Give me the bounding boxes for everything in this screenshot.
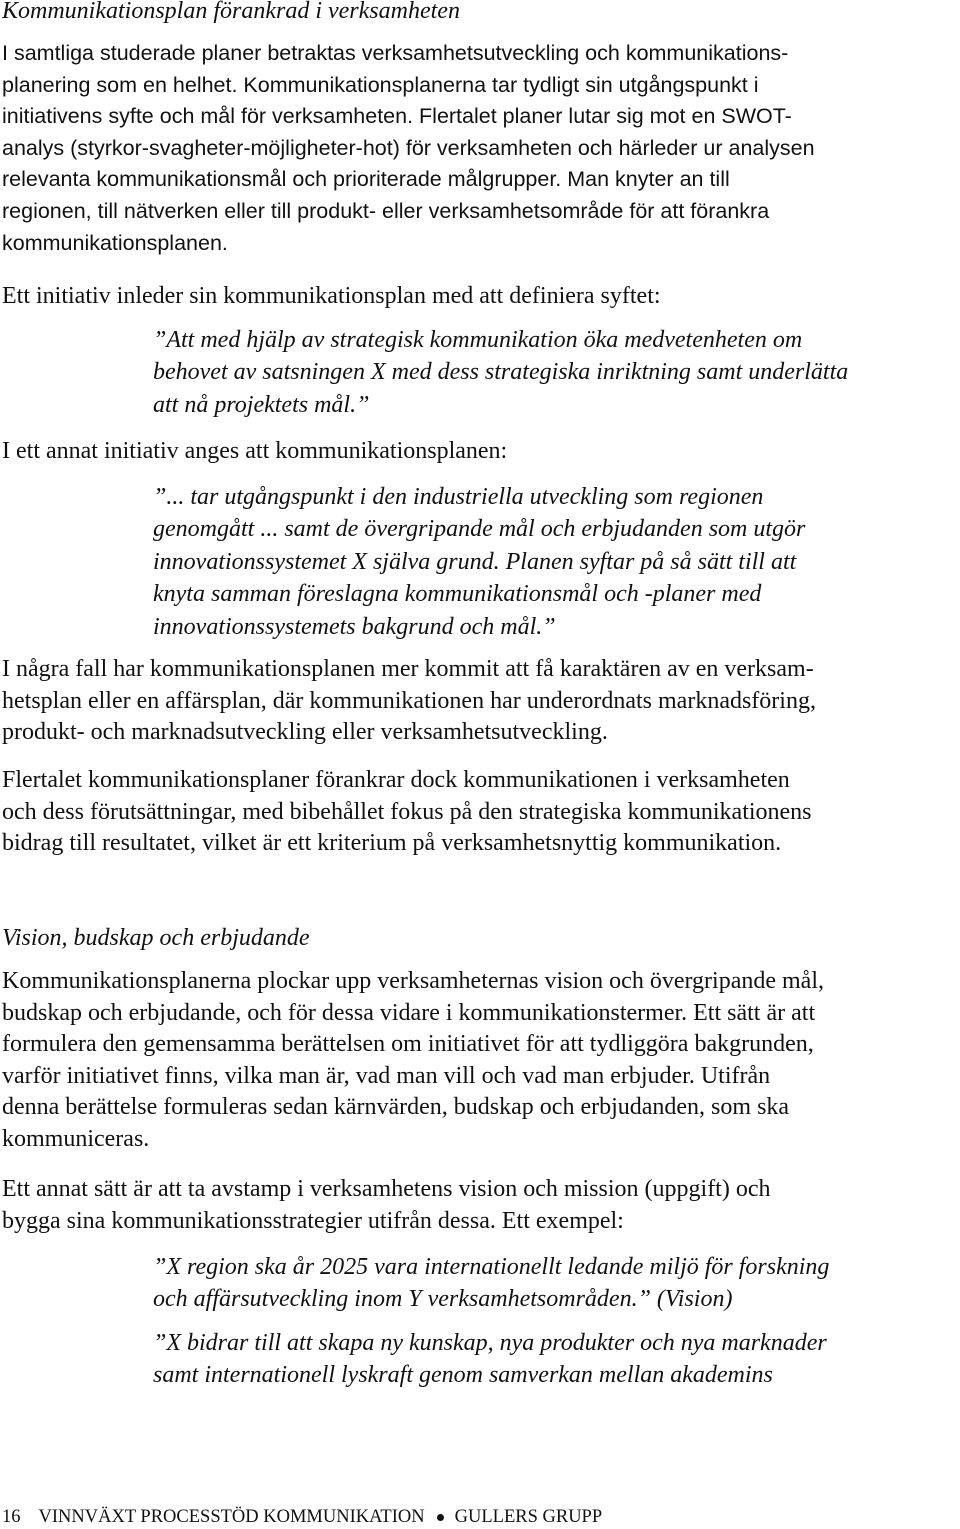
quote-line: knyta samman föreslagna kommunikationsmål och -planer med: [153, 581, 762, 608]
quote-line: ”X bidrar till att skapa ny kunskap, nya produkter och nya marknader: [153, 1330, 827, 1356]
paragraph-vision-intro: [2, 966, 952, 1156]
section-heading-vision: Vision, budskap och erbjudande: [2, 925, 310, 951]
quote-line: och affärsutveckling inom Y verksamhetsområden.” (Vision): [153, 1286, 733, 1313]
page-footer: [2, 1506, 602, 1528]
text-line: kommuniceras.: [2, 1125, 150, 1152]
text-line: varför initiativet finns, vilka man är, vad man vill och vad man erbjuder. Utifrån: [2, 1062, 771, 1089]
text-line: relevanta kommunikationsmål och prioriterade målgrupper. Man knyter an till: [2, 167, 730, 192]
text-line: I samtliga studerade planer betraktas verksamhetsutveckling och kommunikations-: [2, 41, 789, 65]
text-line: regionen, till nätverken eller till produkt- eller verksamhetsområde för att förankra: [2, 198, 770, 223]
paragraph-intro: [2, 38, 952, 259]
text-line: budskap och erbjudande, och för dessa vidare i kommunikationstermer. Ett sätt är att: [2, 999, 816, 1026]
quote-line: ”... tar utgångspunkt i den industriella utveckling som regionen: [153, 484, 764, 510]
paragraph-verksamhetsplan: [2, 654, 952, 749]
text-line: kommunikationsplanen.: [2, 230, 228, 255]
text-line: bygga sina kommunikationsstrategier utifrån dessa. Ett exempel:: [2, 1207, 624, 1234]
text-line: analys (styrkor-svagheter-möjligheter-hot) för verksamheten och härleder ur analysen: [2, 135, 815, 160]
text-line: denna berättelse formuleras sedan kärnvärden, budskap och erbjudanden, som ska: [2, 1094, 790, 1121]
quote-vision: [153, 1251, 953, 1316]
paragraph-syfte: Ett initiativ inleder sin kommunikationsplan med att definiera syftet:: [2, 283, 661, 309]
quote-utgangspunkt: [153, 481, 953, 643]
quote-mission: [153, 1327, 953, 1392]
text-line: initiativens syfte och mål för verksamheten. Flertalet planer lutar sig mot en SWOT-: [2, 104, 792, 129]
quote-line: behovet av satsningen X med dess strategiska inriktning samt underlätta: [153, 359, 849, 386]
text-line: hetsplan eller en affärsplan, där kommunikationen har underordnats marknadsföring,: [2, 687, 816, 714]
text-line: bidrag till resultatet, vilket är ett kriterium på verksamhetsnyttig kommunikation.: [2, 830, 782, 857]
text-line: Ett annat sätt är att ta avstamp i verksamhetens vision och mission (uppgift) och: [2, 1176, 771, 1202]
quote-syfte: [153, 324, 953, 421]
text-line: planering som en helhet. Kommunikationsplanerna tar tydligt sin utgångspunkt i: [2, 72, 759, 97]
text-line: I några fall har kommunikationsplanen mer kommit att få karaktären av en verksam-: [2, 656, 814, 682]
page-number: 16: [2, 1507, 21, 1527]
section-heading-kommunikationsplan: Kommunikationsplan förankrad i verksamheten: [2, 0, 460, 24]
paragraph-annat-initiativ: I ett annat initiativ anges att kommunikationsplanen:: [2, 438, 508, 464]
text-line: produkt- och marknadsutveckling eller verksamhetsutveckling.: [2, 719, 608, 746]
text-line: Kommunikationsplanerna plockar upp verksamheternas vision och övergripande mål,: [2, 968, 824, 994]
footer-title: VINNVÄXT PROCESSTÖD KOMMUNIKATION: [38, 1507, 425, 1527]
text-line: formulera den gemensamma berättelsen om initiativet för att tydliggöra bakgrunden,: [2, 1031, 814, 1058]
paragraph-forankrar: [2, 765, 952, 860]
bullet-icon: [437, 1514, 444, 1521]
quote-line: att nå projektets mål.”: [153, 391, 370, 418]
quote-line: samt internationell lyskraft genom samverkan mellan akademins: [153, 1362, 773, 1389]
quote-line: genomgått ... samt de övergripande mål och erbjudanden som utgör: [153, 516, 806, 543]
quote-line: ”X region ska år 2025 vara internationellt ledande miljö för forskning: [153, 1254, 830, 1280]
text-line: och dess förutsättningar, med bibehållet fokus på den strategiska kommunikationens: [2, 798, 812, 825]
quote-line: innovationssystemet X själva grund. Planen syftar på så sätt till att: [153, 548, 797, 575]
paragraph-avstamp: [2, 1174, 952, 1237]
quote-line: innovationssystemets bakgrund och mål.”: [153, 613, 556, 640]
quote-line: ”Att med hjälp av strategisk kommunikation öka medvetenheten om: [153, 327, 803, 353]
footer-publisher: GULLERS GRUPP: [454, 1507, 603, 1527]
text-line: Flertalet kommunikationsplaner förankrar dock kommunikationen i verksamheten: [2, 767, 790, 793]
